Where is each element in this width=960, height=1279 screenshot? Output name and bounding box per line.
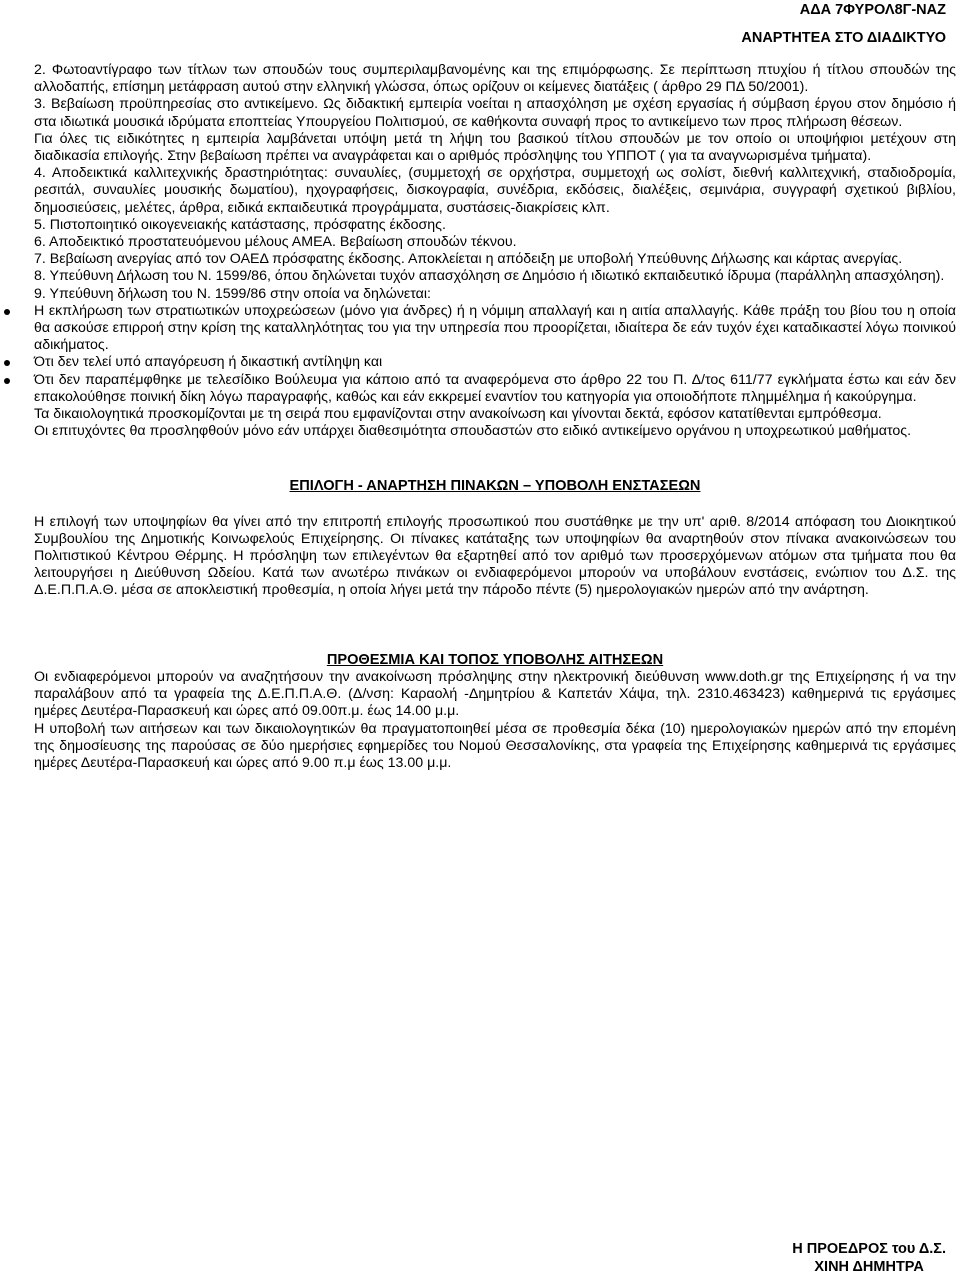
- item-7: 7. Βεβαίωση ανεργίας από τον ΟΑΕΔ πρόσφατης έκδοσης. Αποκλείεται η απόδειξη με υποβολή Υπεύθυνης Δήλωσης και κάρτας ανεργίας.: [34, 251, 903, 268]
- item-5: 5. Πιστοποιητικό οικογενειακής κατάστασης, πρόσφατης έκδοσης.: [34, 216, 446, 233]
- hiring-availability-note: Οι επιτυχόντες θα προσληφθούν μόνο εάν υπάρχει διαθεσιμότητα σπουδαστών στο ειδικό αντικείμενο οργάνου η υποχρεωτικού μαθήματος.: [34, 423, 912, 440]
- selection-section-title: ΕΠΙΛΟΓΗ - ΑΝΑΡΤΗΣΗ ΠΙΝΑΚΩΝ – ΥΠΟΒΟΛΗ ΕΝΣΤΑΣΕΩΝ: [289, 478, 701, 495]
- item-3: 3. Βεβαίωση προϋπηρεσίας στο αντικείμενο. Ως διδακτική εμπειρία νοείται η απασχόληση με σχέση εργασίας ή σύμβαση έργου στον δημόσιο ή στα ιδιωτικά μουσικά ιδρύματα εποπτείας Υπουργείου Πολιτισμού, σε καθήκοντα συναφή προς το αντικείμενο των προς πλήρωση θέσεων.: [34, 96, 956, 130]
- item-9: 9. Υπεύθυνη δήλωση του Ν. 1599/86 στην οποία να δηλώνεται:: [34, 285, 431, 302]
- signature-name: ΧΙΝΗ ΔΗΜΗΤΡΑ: [814, 1259, 924, 1275]
- bullet-dot-icon: [4, 309, 10, 315]
- bullet-dot-icon: [4, 360, 10, 366]
- item-6: 6. Αποδεικτικό προστατευόμενου μέλους ΑΜΕΑ. Βεβαίωση σπουδών τέκνου.: [34, 234, 517, 251]
- signature-block: [792, 1240, 946, 1276]
- item-2: 2. Φωτοαντίγραφο των τίτλων των σπουδών τους συμπεριλαμβανομένης και της επιμόρφωσης. Σε περίπτωση πτυχίου ή τίτλου σπουδών της αλλοδαπής, επίσημη μετάφραση αυτού στην ελληνική γλώσσα, όπως ορίζουν οι κείμενες διατάξεις ( άρθρο 29 ΠΔ 50/2001).: [34, 62, 956, 96]
- item-4: 4. Αποδεικτικά καλλιτεχνικής δραστηριότητας: συναυλίες, (συμμετοχή σε ορχήστρα, συμμετοχή ως σολίστ, διεθνή καλλιτεχνική, σταδιοδρομία, ρεσιτάλ, συναυλίες μουσικής δωματίου), ηχογραφήσεις, δισκογραφία, συνέδρια, εκδόσεις, διαλέξεις, σεμινάρια, συγγραφή σχετικού βιβλίου, δημοσιεύσεις, μελέτες, άρθρα, ειδικά εκπαιδευτικά προγράμματα, συστάσεις-διακρίσεις κλπ.: [34, 165, 956, 216]
- document-body: [34, 62, 956, 772]
- bullet-text: Ότι δεν παραπέμφθηκε με τελεσίδικο Βούλευμα για κάποιο από τα αναφερόμενα στο άρθρο 22 του Π. Δ/τος 611/77 εγκλήματα έστω και εάν δεν επακολούθησε ποινική δίκη λόγω παραγραφής, καθώς και εάν εκκρεμεί εναντίον του κατηγορία για οποιοδήποτε πλημμέλημα ή κακούργημα.: [34, 371, 956, 405]
- deadline-section-title: ΠΡΟΘΕΣΜΙΑ ΚΑΙ ΤΟΠΟΣ ΥΠΟΒΟΛΗΣ ΑΙΤΗΣΕΩΝ: [326, 651, 664, 668]
- selection-section-text: Η επιλογή των υποψηφίων θα γίνει από την επιτροπή επιλογής προσωπικού που συστάθηκε με την υπ' αριθ. 8/2014 απόφαση του Διοικητικού Συμβουλίου της Δημοτικής Κοινωφελούς Επιχείρησης. Οι πίνακες κατάταξης των υποψηφίων θα αναρτηθούν στον πίνακα ανακοινώσεων του Πολιτιστικού Κέντρου Θέρμης. Η πρόσληψη των επιλεγέντων θα εξαρτηθεί από τον αριθμό των προσερχόμενων ατόμων στα τμήματα που θα λειτουργήσει η Διεύθυνση Ωδείου. Κατά των ανωτέρω πινάκων οι ενδιαφερόμενοι μπορούν να υποβάλουν ενστάσεις, ενώπιον του Δ.Σ. της Δ.Ε.Π.Π.Α.Θ. μέσα σε αποκλειστική προθεσμία, η οποία λήγει μετά την πάροδο πέντε (5) ημερολογιακών ημερών από την ανάρτηση.: [34, 513, 956, 599]
- bullet-text: Ότι δεν τελεί υπό απαγόρευση ή δικαστική αντίληψη και: [34, 354, 383, 371]
- ada-code: ΑΔΑ 7ΦΥΡΟΛ8Γ-ΝΑΖ: [799, 2, 946, 18]
- item-3-note: Για όλες τις ειδικότητες η εμπειρία λαμβάνεται υπόψη μετά τη λήψη του βασικού τίτλου σπουδών με τον οποίο οι υποψήφιοι μετέχουν στη διαδικασία επιλογής. Στην βεβαίωση πρέπει να αναγράφεται και ο αριθμός πρόσληψης του ΥΠΠΟΤ ( για τα αναγνωρισμένα τμήματα).: [34, 130, 956, 165]
- bullet-item: [34, 354, 956, 371]
- deadline-info-text: Οι ενδιαφερόμενοι μπορούν να αναζητήσουν την ανακοίνωση πρόσληψης στην ηλεκτρονική διεύθυνση www.doth.gr της Επιχείρησης ή να την παραλάβουν από τα γραφεία της Δ.Ε.Π.Π.Α.Θ. (Δ/νση: Καραολή -Δημητρίου & Καπετάν Χάψα, τηλ. 2310.463423) καθημερινά τις εργάσιμες ημέρες Δευτέρα-Παρασκευή και ώρες από 09.00π.μ. έως 14.00 μ.μ.: [34, 668, 956, 720]
- bullet-dot-icon: [4, 378, 10, 384]
- documents-order-note: Τα δικαιολογητικά προσκομίζονται με τη σειρά που εμφανίζονται στην ανακοίνωση και γίνονται δεκτά, εφόσον κατατίθενται εμπρόθεσμα.: [34, 406, 882, 423]
- posted-online-label: ΑΝΑΡΤΗΤΕΑ ΣΤΟ ΔΙΑΔΙΚΤΥΟ: [741, 30, 946, 46]
- deadline-submission-text: Η υποβολή των αιτήσεων και των δικαιολογητικών θα πραγματοποιηθεί μέσα σε προθεσμία δέκα (10) ημερολογιακών ημερών από την επομένη της δημοσίευσης της παρούσας σε δύο ημερήσιες εφημερίδες του Νομού Θεσσαλονίκης, στα γραφεία της Επιχείρησης καθημερινά τις εργάσιμες ημέρες Δευτέρα-Παρασκευή και ώρες από 9.00 π.μ έως 13.00 μ.μ.: [34, 720, 956, 771]
- bullet-item: [34, 372, 956, 406]
- signature-role: Η ΠΡΟΕΔΡΟΣ του Δ.Σ.: [792, 1241, 946, 1257]
- item-8: 8. Υπεύθυνη Δήλωση του Ν. 1599/86, όπου δηλώνεται τυχόν απασχόληση σε Δημόσιο ή ιδιωτικό εκπαιδευτικό ίδρυμα (παράλληλη απασχόληση).: [34, 268, 945, 285]
- bullet-item: [34, 303, 956, 355]
- bullet-text: Η εκπλήρωση των στρατιωτικών υποχρεώσεων (μόνο για άνδρες) ή η νόμιμη απαλλαγή και η αιτία απαλλαγής. Κάθε πράξη του βίου του η οποία θα ασκούσε επιρροή στην κρίση της καταλληλότητας του για την υπηρεσία που προορίζεται, ιδιαίτερα δε εάν τυχόν έχει καταδικαστεί λόγω ποινικού αδικήματος.: [34, 302, 956, 354]
